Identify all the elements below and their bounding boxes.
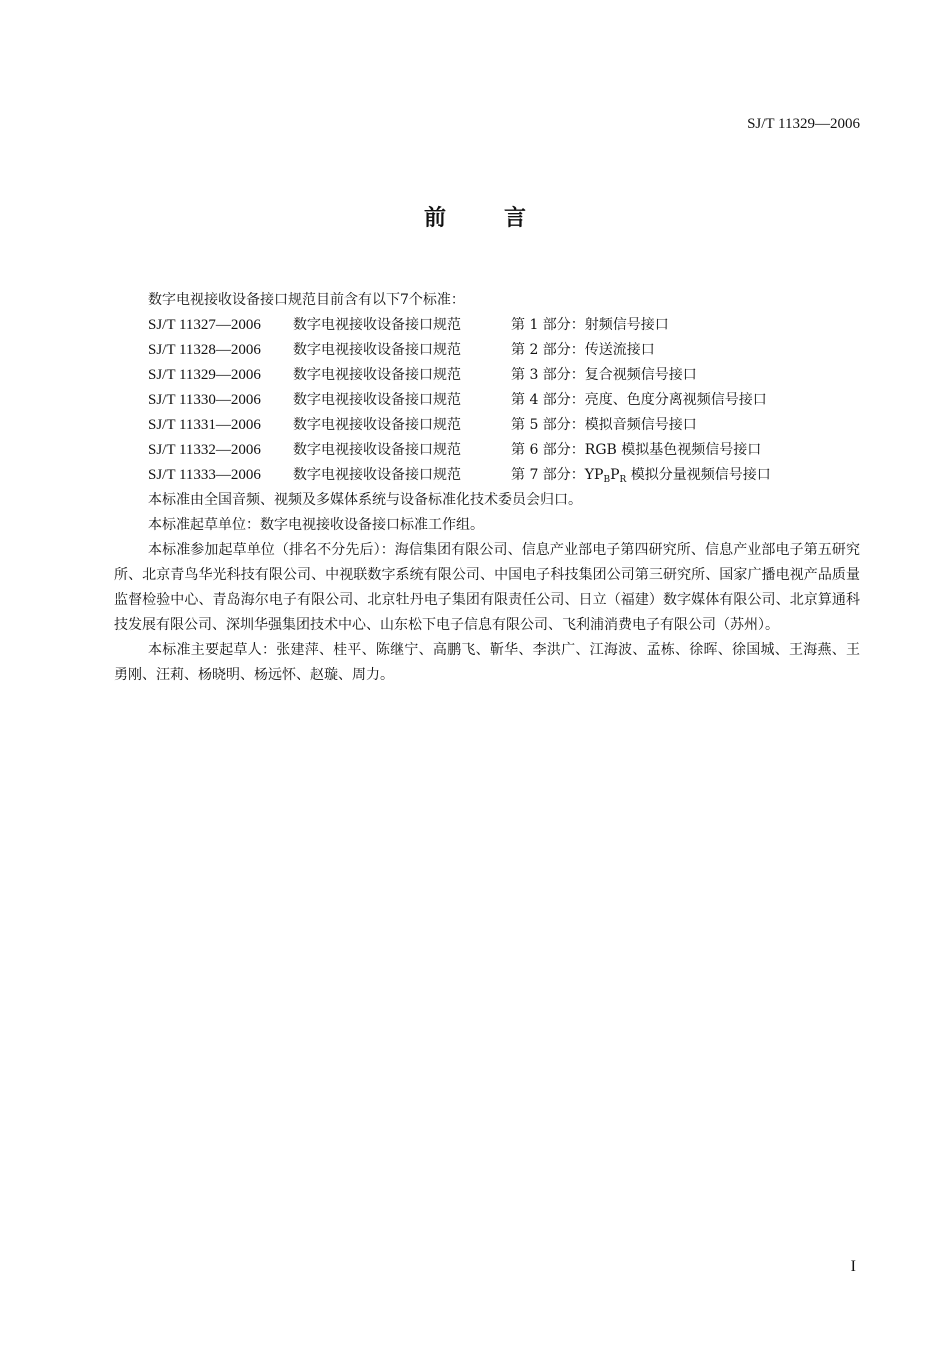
standard-series: 数字电视接收设备接口规范 [293,467,461,483]
page-title: 前言 [423,206,584,231]
standard-series: 数字电视接收设备接口规范 [293,417,461,433]
standard-series: 数字电视接收设备接口规范 [293,317,461,333]
standard-series: 数字电视接收设备接口规范 [293,442,461,458]
standard-item [114,313,860,338]
document-body [114,288,860,688]
standard-item [114,413,860,438]
standard-part: 第 1 部分：射频信号接口 [511,317,669,333]
drafting-unit-paragraph: 本标准起草单位：数字电视接收设备接口标准工作组。 [148,517,484,533]
standard-item [114,363,860,388]
standard-code: SJ/T 11327—2006 [148,317,261,333]
standard-item [114,388,860,413]
standard-part [511,463,771,488]
standard-item [114,438,860,463]
committee-paragraph: 本标准由全国音频、视频及多媒体系统与设备标准化技术委员会归口。 [148,492,582,508]
standard-code: SJ/T 11328—2006 [148,342,261,358]
standard-code: SJ/T 11330—2006 [148,392,261,408]
intro-line: 数字电视接收设备接口规范目前含有以下7个标准： [148,292,465,308]
standard-series: 数字电视接收设备接口规范 [293,342,461,358]
participants-paragraph: 本标准参加起草单位（排名不分先后）：海信集团有限公司、信息产业部电子第四研究所、信息产业部电子第五研究所、北京青鸟华光科技有限公司、中视联数字系统有限公司、中国电子科技集团公司第三研究所、国家广播电视产品质量监督检验中心、青岛海尔电子有限公司、北京牡丹电子集团有限责任公司、日立（福建）数字媒体有限公司、北京算通科技发展有限公司、深圳华强集团技术中心、山东松下电子信息有限公司、飞利浦消费电子有限公司（苏州）。 [114,542,860,633]
standard-item [114,463,860,488]
standard-code: SJ/T 11332—2006 [148,442,261,458]
standard-part: 第 2 部分：传送流接口 [511,342,655,358]
page-number: I [850,1258,856,1275]
standard-series: 数字电视接收设备接口规范 [293,392,461,408]
standard-part: 第 4 部分：亮度、色度分离视频信号接口 [511,392,767,408]
standard-item [114,338,860,363]
standard-part-prefix: 第 7 部分：YP [511,467,604,483]
standard-part: 第 3 部分：复合视频信号接口 [511,367,697,383]
subscript-r: R [619,475,627,485]
standard-code: SJ/T 11331—2006 [148,417,261,433]
document-code: SJ/T 11329—2006 [747,116,860,132]
standard-series: 数字电视接收设备接口规范 [293,367,461,383]
standard-code: SJ/T 11333—2006 [148,467,261,483]
standard-part-mid: P [610,467,620,483]
standard-part: 第 6 部分：RGB 模拟基色视频信号接口 [511,442,762,458]
standard-part-suffix: 模拟分量视频信号接口 [626,467,771,483]
standard-code: SJ/T 11329—2006 [148,367,261,383]
drafters-paragraph: 本标准主要起草人：张建萍、桂平、陈继宁、高鹏飞、靳华、李洪广、江海波、孟栋、徐晖、徐国城、王海燕、王勇刚、汪莉、杨晓明、杨远怀、赵璇、周力。 [114,642,860,683]
standard-part: 第 5 部分：模拟音频信号接口 [511,417,697,433]
subscript-b: B [603,475,611,485]
